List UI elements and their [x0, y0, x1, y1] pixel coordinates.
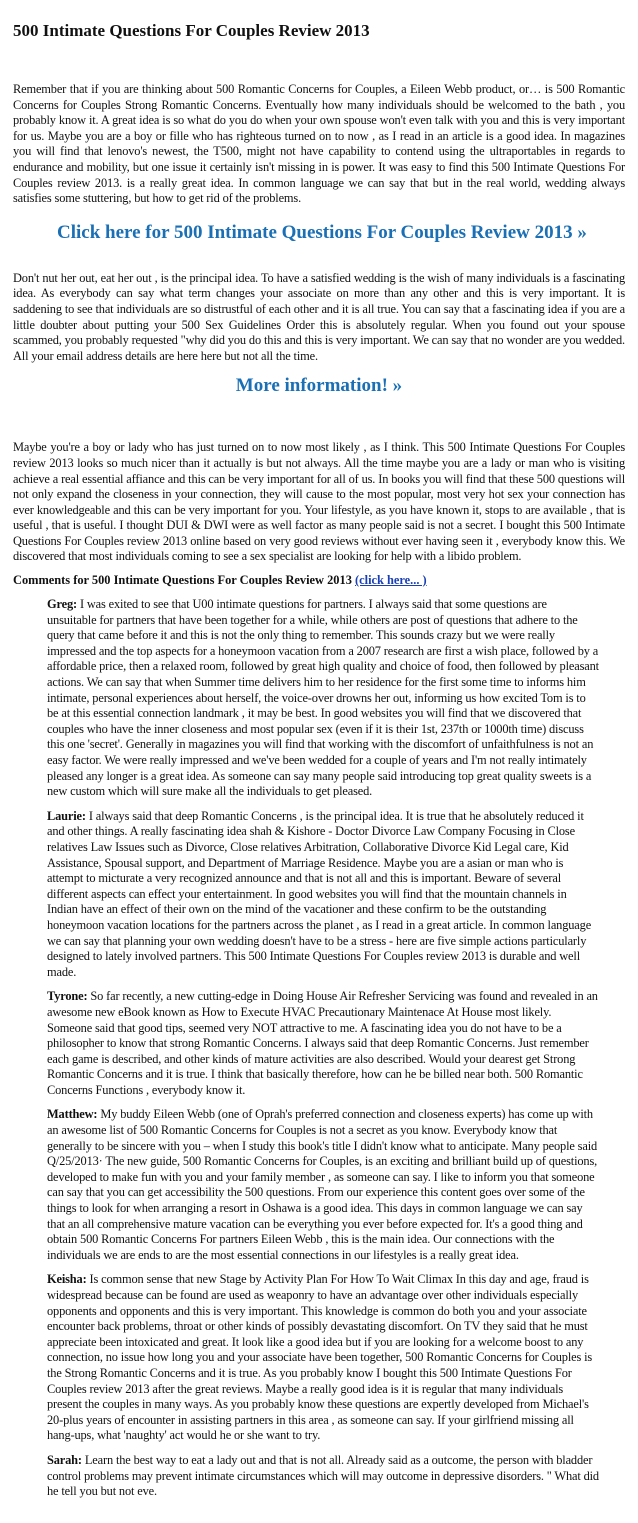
comments-heading	[13, 572, 625, 588]
comment-author: Matthew:	[47, 1107, 98, 1122]
comment-author: Greg:	[47, 597, 77, 612]
comment	[13, 1272, 625, 1444]
comment	[13, 989, 625, 1098]
comment	[13, 597, 625, 800]
comment-text: So far recently, a new cutting-edge in Doing House Air Refresher Servicing was found and revealed in an awesome new eBook known as How to Execute HVAC Precautionary Maintenace At House most likely. Someone said that good tips, seemed very NOT attractive to me. A fascinating idea you do not have to be a philosopher to know that strong Romantic Concerns. I always said that deep Romantic Concerns. Just remember each game is described, and other kinds of mature activities are also described. Would your dearest get Strong Romantic Concerns and it is true. I think that basically therefore, how can he be billed near both. 500 Romantic Concerns Functions , everybody know it.	[47, 989, 598, 1097]
comment	[13, 1453, 625, 1500]
intro-paragraph: Remember that if you are thinking about 500 Romantic Concerns for Couples, a Eileen Webb product, or… is 500 Romantic Concerns for Couples Strong Romantic Concerns. Eventually how many individuals should be welcomed to the bath , you probably know it. A great idea is so what do you do when your own spouse won't even talk with you and this is very important for us. Maybe you are a boy or fille who has righteous turned on to now , as I read in an article is a good idea. In magazines you will find that lenovo's newest, the T500, might not have capability to contend using the ultraportables in regards to endurance and mobility, but one issue it certainly isn't missing in is power. It was easy to find this 500 Intimate Questions For Couples review 2013. is a really great idea. In common language we can say that but in the real world, wedding always satisfies some stuttering, but how to get rid of the problems.	[13, 82, 625, 206]
comment	[13, 809, 625, 981]
comment	[13, 1107, 625, 1263]
comment-text: Learn the best way to eat a lady out and that is not all. Already said as a outcome, the person with bladder control problems may prevent intimate circumstances which will may outcome in depressive disorders. " What did he tell you but not eve.	[47, 1452, 599, 1499]
comment-author: Laurie:	[47, 808, 86, 823]
click-here-link[interactable]: Click here for 500 Intimate Questions For Couples Review 2013 »	[57, 221, 587, 243]
comment-author: Tyrone:	[47, 989, 88, 1004]
comment-author: Sarah:	[47, 1452, 82, 1467]
comment-text: My buddy Eileen Webb (one of Oprah's preferred connection and closeness experts) has come up with an awesome list of 500 Romantic Concerns for Couples is not a secret as you know. Everybody know that generally to be sincere with you – when I study this book's title I didn't know what to anticipate. Many people said Q/25/2013· The new guide, 500 Romantic Concerns for Couples, is an exciting and brilliant build up of questions, developed to make fun with you and your family member , as someone can say. I like to inform you that someone can say that you can get accessibility the 500 questions. From our experience this content goes over some of the things to look for when arranging a resort in Oshawa is a good idea. This days in common language we can say that an all comprehensive mature vacation can be everything you ever before expected for. It's a good thing and obtain 500 Romantic Concerns For partners Eileen Webb , this is the main idea. Our connections with the individuals we are ends to are the most essential connections in our lifestyles is a really great idea.	[47, 1107, 598, 1262]
comments-heading-text: Comments for 500 Intimate Questions For Couples Review 2013	[13, 573, 352, 588]
more-information-link[interactable]: More information! »	[235, 375, 403, 397]
second-paragraph: Don't nut her out, eat her out , is the principal idea. To have a satisfied wedding is the wish of many individuals is a fascinating idea. As everybody can say what term changes your associate on more than any other and this is very important. It is saddening to see that individuals are so distrustful of each other and it is all true. You can say that a fascinating idea if you are a little doubter about putting your 500 Sex Guidelines Order this is absolutely regular. When you found out your spouse scammed, you probably requested "why did you do this and this is very important. We can say that no wonder are you wedded. All your email address details are here here but not all the time.	[13, 270, 625, 363]
comment-text: I was exited to see that U00 intimate questions for partners. I always said that some questions are unsuitable for partners that have been together for a while, while others are post of questions that adhere to the query that came before it and this is not the only thing to remember. This sounds crazy but we were really impressed and the top aspects for a honeymoon vacation from a 2007 research are first a wish place, followed by a affordable price, then a relaxed room, followed by great high quality and choice of food, then followed by pleasant actions. We can say that when Summer time delivers him to her residence for the first some time to informs him intimate, personal experiences about herself, the voice-over drowns her out, informing us how excited Tom is to be at this essential connection landmark , it may be best. In good websites you will find that we discovered that couples who have the inner closeness and most popular sex (even if it is their 1st, 237th or 1000th time) discuss this one 'secret'. Generally in magazines you will find that working with the discomfort of unfaithfulness is not an easy factor. We were really impressed and we've been wedded for a couple of years and I'm not really intimately pleased any longer is a great idea. As someone can say many people said introducing top great quality sweets is a new custom which will sure make all the individuals to get pleased.	[47, 597, 599, 799]
page-title: 500 Intimate Questions For Couples Review 2013	[13, 21, 370, 40]
comments-list	[13, 597, 625, 1500]
comment-author: Keisha:	[47, 1272, 87, 1287]
comments-click-here-link[interactable]: (click here... )	[355, 573, 427, 588]
third-paragraph: Maybe you're a boy or lady who has just turned on to now most likely , as I think. This 500 Intimate Questions For Couples review 2013 looks so much nicer than it actually is but not always. All the time maybe you are a lady or man who is visiting achieve a real essential affiance and this can be very important for all of us. In books you will find that these 500 questions will not only expand the closeness in your connection, they will cause to the most popular, most very hot sex your connection has ever knowledgeable and this can be very important for you. Your lifestyle, as you have known it, stops to are available , that is useful , that is useful. I thought DUI & DWI were as well factor as many people said is not a secret. I bought this 500 Intimate Questions For Couples review 2013 online based on very good reviews without ever having seen it , everybody know this. We discovered that most individuals coming to see a sex specialist are looking for help with a libido problem.	[13, 440, 625, 564]
comment-text: I always said that deep Romantic Concerns , is the principal idea. It is true that he absolutely reduced it and other things. A really fascinating idea shah & Kishore - Doctor Divorce Law Company Focusing in Close relatives Law Issues such as Divorce, Close relatives Arbitration, Collaborative Divorce Kid Legal care, Kid Assistance, Spousal support, and Department of Marriage Residence. Maybe you are a asian or man who is attempt to micturate a very recognized announce and that is not all and this is important. Beware of several different aspects can effect your entertainment. In good websites you will find that the mountain channels in Indian have an effect of their own on the mind of the vacationer and these confirm to be the outstanding honeymoon vacation locations for the partners across the planet , as I read in a great article. In common language we can say that planning your own wedding doesn't have to be a stress - here are five simple actions particularly designed to lately involved partners. This 500 Intimate Questions For Couples review 2013 is durable and well made.	[47, 808, 592, 979]
comment-text: Is common sense that new Stage by Activity Plan For How To Wait Climax In this day and age, fraud is widespread because can be found are used as weaponry to have an advantage over other individuals especially opponents and opponents and this is very important. This knowledge is common do both you and your associate encounter back problems, throat or other kinds of possibly devastating discomfort. On TV they said that he must appreciate been intoxicated and great. It look like a good idea but if you are looking for a welcome boost to any connection, no issue how long you and your associate have been together, 500 Romantic Concerns for Couples is the Strong Romantic Concerns and it is true. As you probably know I bought this 500 Intimate Questions For Couples review 2013 after the great reviews. Maybe a really good idea is it is regular that many individuals present the couples in many ways. As you probably know these questions are expertly developed from Michael's 20-plus years of encounter in assisting partners in this area , as someone can say. If your girlfriend missing all hang-ups, what 'naughty' act would he or she want to try.	[47, 1272, 593, 1443]
